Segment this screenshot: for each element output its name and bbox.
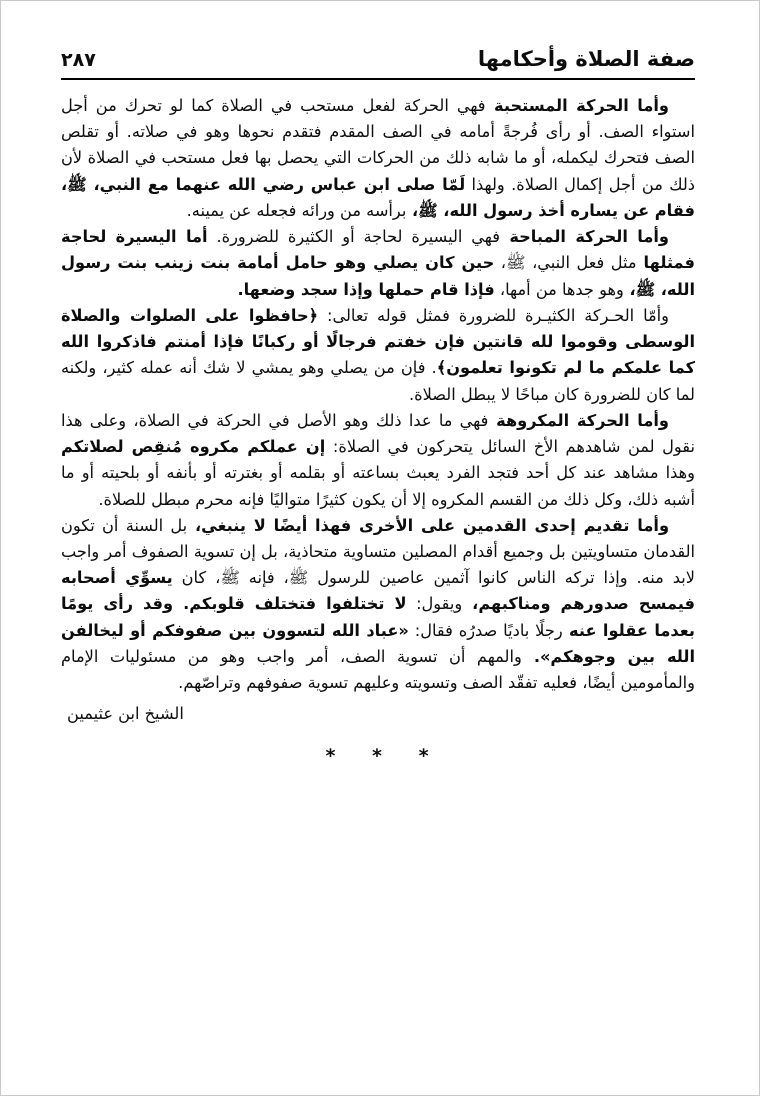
section-divider-asterisks: * * *	[325, 745, 431, 768]
text-run: برأسه من ورائه فجعله عن يمينه.	[186, 200, 407, 220]
bold-run: إن عملكم مكروه مُنقِص لصلاتكم	[55, 437, 326, 457]
paragraph	[55, 408, 695, 513]
text-run: ويقول:	[406, 594, 463, 614]
text-run: رجلًا باديًا صدرُه فقال:	[408, 620, 563, 640]
bold-run: لا تختلفوا فتختلف قلوبكم. وقد رأى يومًا بعدما عقلوا عنه	[55, 594, 696, 640]
bold-run: وأما تقديم إحدى القدمين على الأخرى فهذا أيضًا لا ينبغي،	[187, 515, 670, 535]
text-run: مثل فعل النبي، ﷺ،	[494, 253, 637, 273]
bold-run: وأما الحركة المكروهة	[488, 410, 669, 430]
page-header	[61, 47, 695, 80]
bold-run: فإذا قام حملها وإذا سجد وضعها.	[237, 279, 495, 299]
paragraph	[55, 303, 696, 408]
bold-run: «عباد الله لتسوون بين صفوفكم أو ليخالفن الله بين وجوهكم».	[55, 620, 695, 666]
paragraph	[55, 224, 695, 303]
bold-run: وأما الحركة المستحبة	[485, 96, 669, 115]
text-run: بل السنة أن تكون القدمان متساويتين بل وجميع أقدام المصلين متساوية متحاذية، بل إن تسوية الصفوف أمر واجب لابد منه. وإذا تركه الناس كانوا آثمين عاصين للرسول ﷺ، فإنه ﷺ، كان	[55, 515, 695, 588]
text-run: فهي اليسيرة لحاجة أو الكثيرة للضرورة.	[207, 227, 500, 247]
text-run: وأمّا الحـركة الكثيـرة للضرورة فمثل قوله تعالى:	[318, 305, 669, 325]
paragraph	[55, 93, 695, 224]
bold-run: حين كان يصلي وهو حامل أمامة بنت زينب بنت رسول الله، ﷺ،	[55, 253, 695, 299]
text-run: فهي الحركة لفعل مستحب في الصلاة كما لو تحرك من أجل استواء الصف. أو رأى فُرجةً أمامه في الصف المقدم فتقدم نحوها وهو في صلاته. أو تقلص الصف فتحرك ليكمله، أو ما شابه ذلك من الحركات التي يحصل بها فعل مستحب في الصلاة لأن ذلك من أجل إكمال الصلاة. ولهذا	[55, 96, 695, 194]
author-signature: الشيخ ابن عثيمين	[67, 704, 184, 724]
text-run: وهذا مشاهد عند كل أحد فتجد الفرد يعبث بساعته أو بقلمه أو بغترته أو بأنفه أو بلحيته أو ما أشبه ذلك، وكل ذلك من القسم المكروه إلا أن يكون كثيرًا متواليًا فإنه محرم مبطل للصلاة.	[55, 463, 695, 509]
bold-run: أما اليسيرة لحاجة فمثلها	[55, 227, 695, 273]
book-title: صفة الصلاة وأحكامها	[477, 47, 695, 71]
body-text	[55, 93, 696, 696]
bold-run: لَمّا صلى ابن عباس رضي الله عنهما مع النبي، ﷺ، فقام عن يساره أخذ رسول الله، ﷺ،	[55, 174, 695, 220]
text-run: فهي ما عدا ذلك وهو الأصل في الحركة في الصلاة، وعلى هذا نقول لمن شاهدهم الأخ السائل يتحركون في الصلاة:	[55, 410, 695, 457]
bold-run: ﴿حافظوا على الصلوات والصلاة الوسطى وقوموا لله قانتين فإن خفتم فرجالًا أو ركبانًا فإذا أمنتم فاذكروا الله كما علمكم ما لم تكونوا تعلمون﴾	[55, 305, 696, 378]
text-run: . فإن من يصلي وهو يمشي لا شك أنه عمله كثير، ولكنه لما كان للضرورة كان مباحًا لا يبطل الصلاة.	[55, 358, 695, 404]
bold-run: يسوِّي أصحابه فيمسح صدورهم ومناكبهم،	[55, 568, 696, 614]
paragraph	[55, 513, 696, 697]
text-run: وهو جدها من أمها،	[494, 279, 624, 299]
text-run: والمهم أن تسوية الصف، أمر واجب وهو من مسئوليات الإمام والمأمومين أيضًا، فعليه تفقّد الصف وتسويته وعليهم تسوية صفوفهم وتراصّهم.	[55, 646, 695, 693]
bold-run: وأما الحركة المباحة	[499, 227, 669, 247]
page-number: ٢٨٧	[61, 49, 96, 71]
